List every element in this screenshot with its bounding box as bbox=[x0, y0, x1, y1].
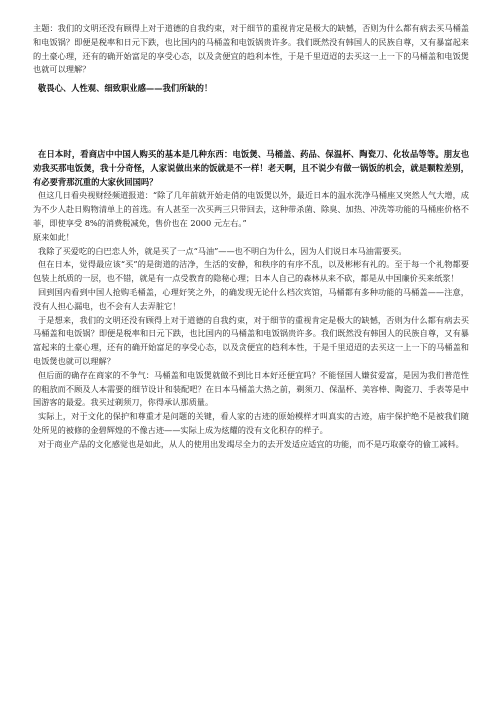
body-paragraph: 实际上，对于文化的保护和尊重才是问题的关键，看人家的古迹的原始模样才叫真实的古迹，庙宇保护绝不是被我们随处所见的被修的金碧辉煌的不像古迹——实际上成为炫耀的没有文化积存的样子。 bbox=[33, 411, 469, 435]
section-heading: 敬畏心、人性观、细致职业感——我们所缺的！ bbox=[38, 83, 213, 94]
topic-paragraph: 主题：我们的文明还没有顾得上对于道德的自我约束，对于细节的重视肯定是极大的缺憾，否则为什么都有病去买马桶盖和电饭锅？即便是税率和日元下跌，也比国内的马桶盖和电饭锅贵许多。我们既然没有韩国人的民族自尊，又有暴富起来的土豪心理，还有的确开始富足的享受心态，以及贪便宜的趋利本性，于是千里迢迢的去买这一上一下的马桶盖和电饭煲也就可以理解？ bbox=[33, 23, 469, 75]
body-paragraph: 对于商业产品的文化感觉也是如此，从人的使用出发竭尽全力的去开发适应适宜的功能，而不是巧取豪夺的偷工减料。 bbox=[38, 438, 464, 449]
body-paragraph: 但后面的确存在商家的不争气：马桶盖和电饭煲就做不到比日本好还便宜吗？不能怪国人嫌贫爱富，是因为我们普范性的粗放而不顾及人本需要的细节设计和装配吧？在日本马桶盖大热之前，剃须刀、保温杯、美容棒、陶瓷刀、手表等是中国游客的最爱。我买过剃须刀，你得承认那质量。 bbox=[33, 369, 469, 408]
body-paragraph: 回到国内看到中国人抢购毛桶盖，心理好笑之外，的确发现无论什么档次宾馆，马桶都有多种功能的马桶盖——注意，没有人担心漏电，也不会有人去弄脏它！ bbox=[33, 286, 469, 311]
body-paragraph: 但这几日看央视财经频道报道：“除了几年前就开始走俏的电饭煲以外，最近日本的温水洗净马桶座又突然人气大增，成为不少人赴日购物清单上的首选。有人甚至一次买两三只带回去，这种带杀菌、除臭、加热、冲洗等功能的马桶座价格不菲，即使享受 8%的消费税减免，售价也在 2000 元左右。” bbox=[33, 190, 469, 228]
body-paragraph: 我除了买爱吃的白巴恋人外，就是买了一点“马油”——也不明白为什么，因为人们说日本马油需要买。 bbox=[38, 245, 407, 256]
body-paragraph: 于是想来，我们的文明还没有顾得上对于道德的自我约束，对于细节的重视肯定是极大的缺憾，否则为什么都有病去买马桶盖和电饭锅？即便是税率和日元下跌，也比国内的马桶盖和电饭锅贵许多。我们既然没有韩国人的民族自尊，又有暴富起来的土豪心理，还有的确开始富足的享受心态，以及贪便宜的趋利本性，于是千里迢迢的去买这一上一下的马桶盖和电饭煲也就可以理解？ bbox=[33, 314, 469, 366]
bold-intro-paragraph: 在日本时，看商店中中国人购买的基本是几种东西：电饭煲、马桶盖、药品、保温杯、陶瓷刀、化妆品等等。朋友也劝我买那电饭煲，我十分奇怪，人家说做出来的饭就是不一样！老天啊，且不说少有做一锅饭的机会，就是颗粒差别，有必要背那沉重的大家伙回国吗？ bbox=[33, 148, 469, 187]
body-paragraph: 原来如此！ bbox=[33, 231, 74, 242]
spacer bbox=[33, 96, 469, 148]
document-body bbox=[33, 22, 469, 452]
body-paragraph: 但在日本，觉得最应该“买”的是街道的洁净，生活的安静，和秩序的有序不乱，以及彬彬有礼的。至于每一个礼物都要包装上纸质的一层，也不错，就是有一点受教育的隐秘心理；日本人自己的森林从来不砍，都是从中国廉价买来纸浆！ bbox=[33, 259, 469, 284]
